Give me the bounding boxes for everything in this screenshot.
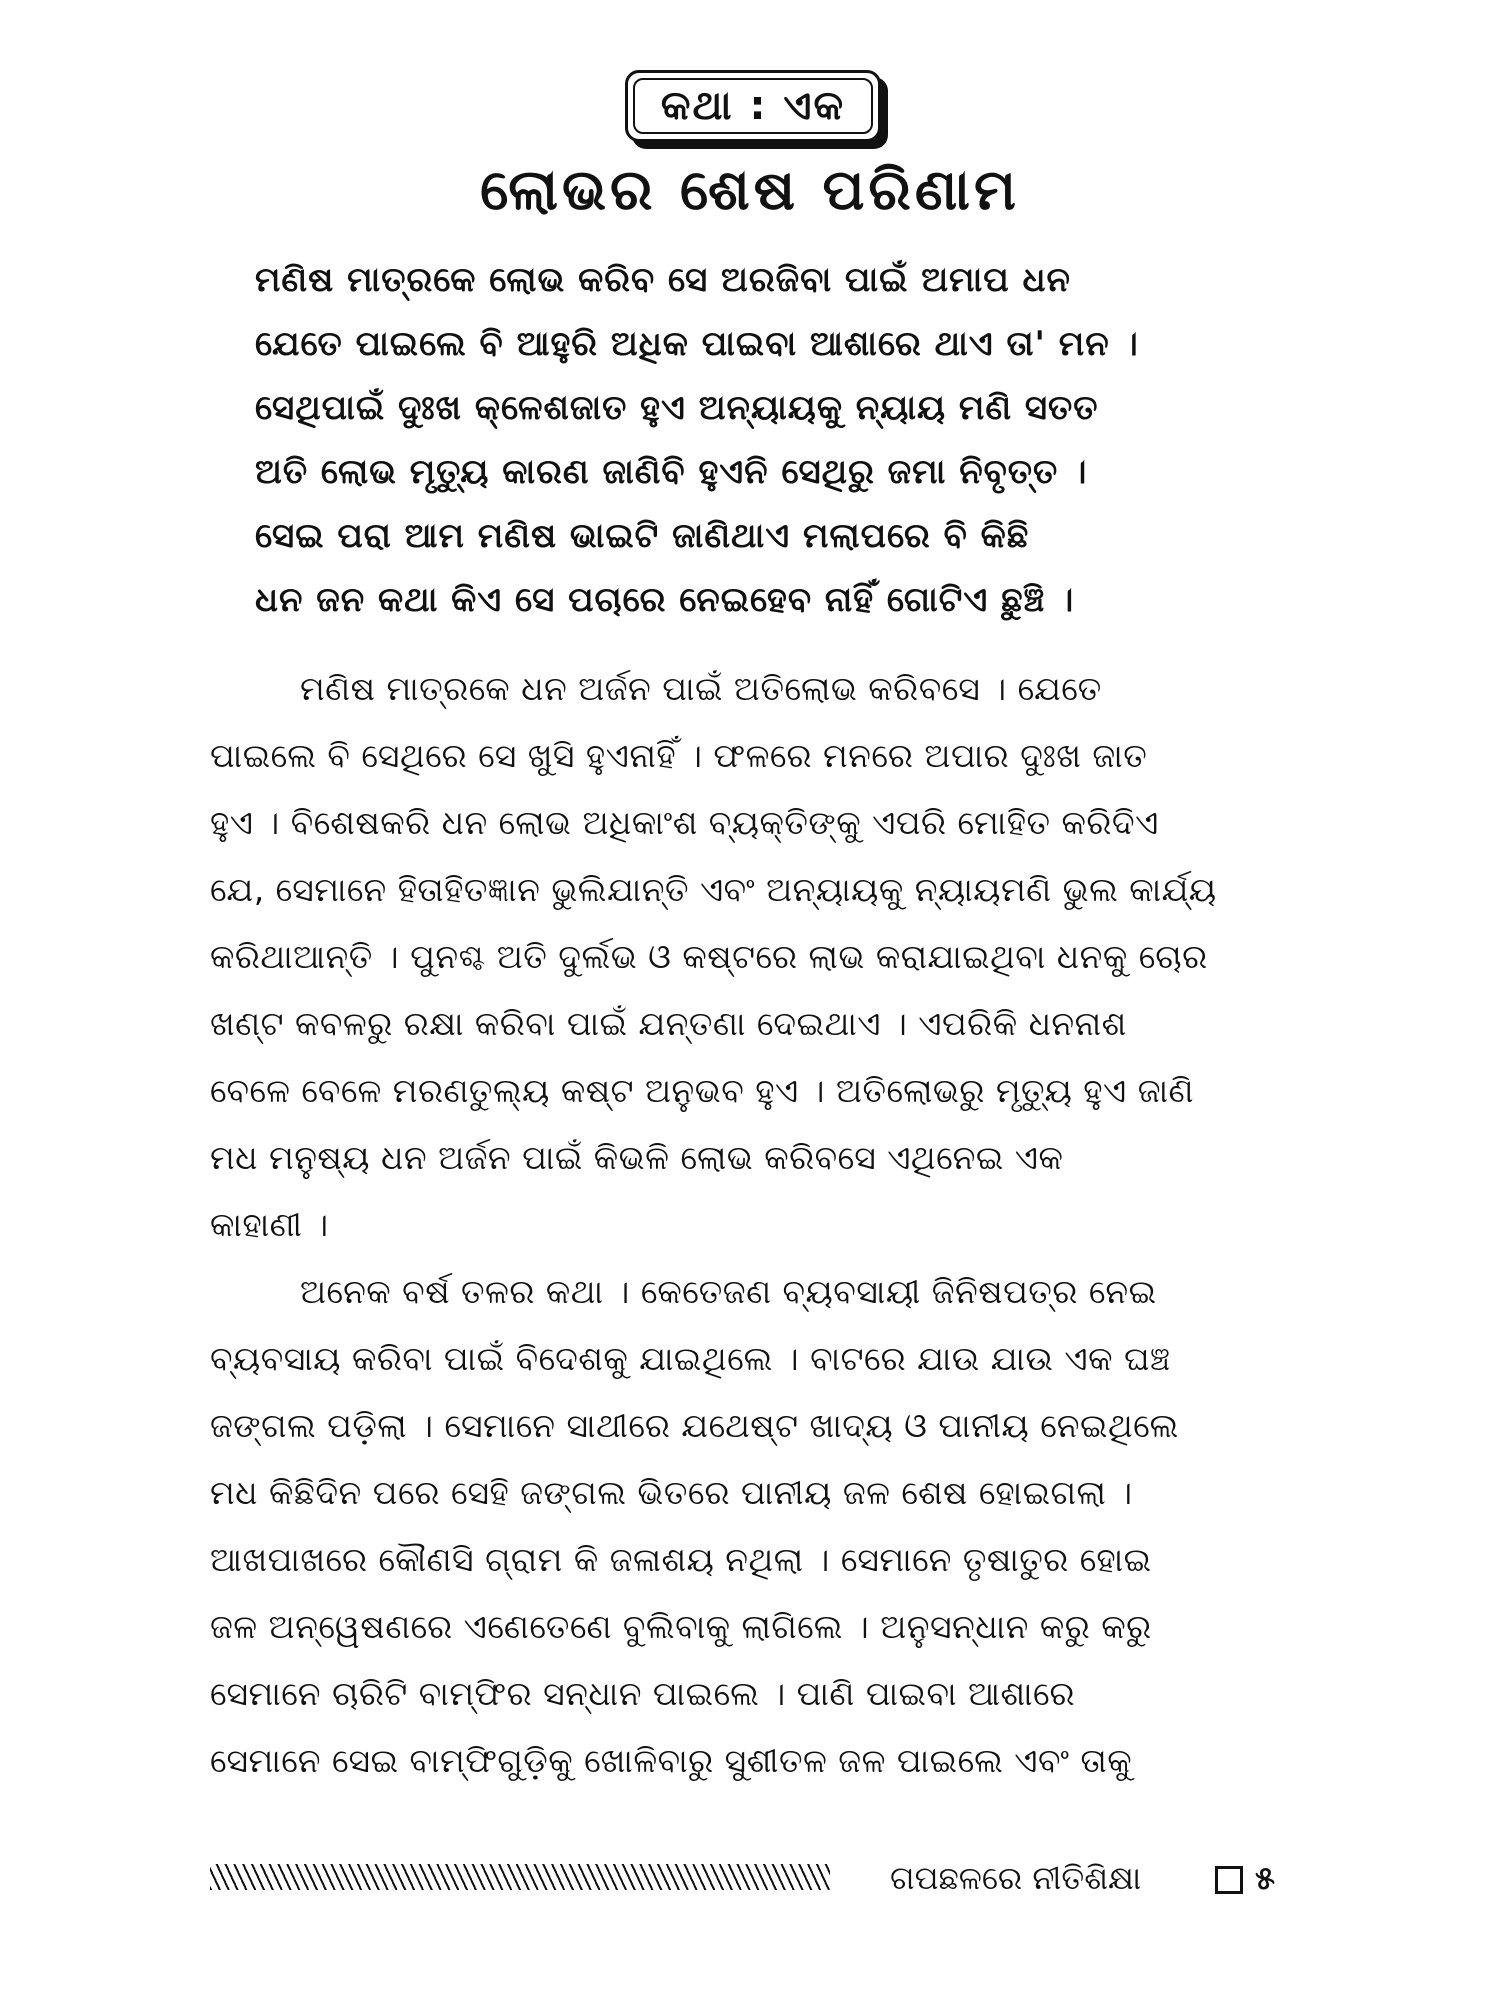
paragraph-line: ଖଣ୍ଟ କବଳରୁ ରକ୍ଷା କରିବା ପାଇଁ ଯନ୍ତଣା ଦେଇଥାଏ । ଏପରିକି ଧନନାଶ	[210, 1004, 1127, 1043]
paragraph-line: ଯେ, ସେମାନେ ହିତାହିତଜ୍ଞାନ ଭୁଲିଯାନ୍ତି ଏବଂ ଅନ୍ୟାୟକୁ ନ୍ୟାୟମଣି ଭୁଲ କାର୍ଯ୍ୟ	[210, 870, 1217, 909]
paragraph-1	[210, 655, 1290, 1258]
page-number: ୫	[1255, 1859, 1275, 1897]
paragraph-line: ମଧ କିଛିଦିନ ପରେ ସେହି ଜଙ୍ଗଲ ଭିତରେ ପାନୀୟ ଜଳ ଶେଷ ହୋଇଗଲା ।	[210, 1473, 1133, 1512]
page-footer	[210, 1856, 1290, 1900]
paragraph-line: କରିଥାଆନ୍ତି । ପୁନଶ୍ଚ ଅତି ଦୁର୍ଲଭ ଓ କଷ୍ଟରେ ଲାଭ କରାଯାଇଥିବା ଧନକୁ ଚୋର	[210, 937, 1208, 976]
poem-line: ସେଥିପାଇଁ ଦୁଃଖ କ୍ଳେଶଜାତ ହୁଏ ଅନ୍ୟାୟକୁ ନ୍ୟାୟ ମଣି ସତତ	[255, 388, 1099, 428]
poem-line: ମଣିଷ ମାତ୍ରକେ ଲୋଭ କରିବ ସେ ଅରଜିବା ପାଇଁ ଅମାପ ଧନ	[255, 260, 1071, 300]
paragraph-line: ଜଳ ଅନ୍ୱେଷଣରେ ଏଣେତେଣେ ବୁଲିବାକୁ ଲାଗିଲେ । ଅନୁସନ୍ଧାନ କରୁ କରୁ	[210, 1607, 1152, 1646]
poem-line: ସେଇ ପରା ଆମ ମଣିଷ ଭାଇଟି ଜାଣିଥାଏ ମଲାପରେ ବି କିଛି	[255, 516, 1030, 556]
footer-book-title: ଗପଛଳରେ ନୀତିଶିକ୍ଷା	[890, 1859, 1142, 1897]
paragraph-2	[210, 1258, 1290, 1794]
story-title: ଲୋଭର ଶେଷ ପରିଣାମ	[480, 158, 1020, 223]
chapter-label: କଥା : ଏକ	[660, 83, 846, 129]
poem-line: ଅତି ଲୋଭ ମୃତ୍ୟୁ କାରଣ ଜାଣିବି ହୁଏନି ସେଥିରୁ ଜମା ନିବୃତ୍ତ ।	[255, 452, 1088, 492]
paragraph-line: ପାଇଲେ ବି ସେଥିରେ ସେ ଖୁସି ହୁଏନାହିଁ । ଫଳରେ ମନରେ ଅପାର ଦୁଃଖ ଜାତ	[210, 736, 1148, 775]
paragraph-line: ହୁଏ । ବିଶେଷକରି ଧନ ଲୋଭ ଅଧିକାଂଶ ବ୍ୟକ୍ତିଙ୍କୁ ଏପରି ମୋହିତ କରିଦିଏ	[210, 803, 1159, 842]
poem-line: ଯେତେ ପାଇଲେ ବି ଆହୁରି ଅଧିକ ପାଇବା ଆଶାରେ ଥାଏ ତା' ମନ ।	[255, 324, 1139, 364]
poem-line: ଧନ ଜନ କଥା କିଏ ସେ ପଚାରେ ନେଇହେବ ନାହିଁ ଗୋଟିଏ ଛୁଞ୍ଚି ।	[255, 580, 1075, 620]
paragraph-line: ଅନେକ ବର୍ଷ ତଳର କଥା । କେତେଜଣ ବ୍ୟବସାୟୀ ଜିନିଷପତ୍ର ନେଇ	[300, 1272, 1157, 1311]
paragraph-line: ବେଳେ ବେଳେ ମରଣତୁଲ୍ୟ କଷ୍ଟ ଅନୁଭବ ହୁଏ । ଅତିଲୋଭରୁ ମୃତ୍ୟୁ ହୁଏ ଜାଣି	[210, 1071, 1194, 1110]
paragraph-line: ଆଖପାଖରେ କୌଣସି ଗ୍ରାମ କି ଜଳାଶୟ ନଥିଲା । ସେମାନେ ତୃଷାତୁର ହୋଇ	[210, 1540, 1152, 1579]
paragraph-line: ସେମାନେ ଚାରିଟି ବାମ୍ଫିର ସନ୍ଧାନ ପାଇଲେ । ପାଣି ପାଇବା ଆଶାରେ	[210, 1674, 1076, 1713]
footer-hatch-divider	[210, 1864, 830, 1890]
paragraph-line: ସେମାନେ ସେଇ ବାମ୍ଫିଗୁଡ଼ିକୁ ଖୋଳିବାରୁ ସୁଶୀତଳ ଜଳ ପାଇଲେ ଏବଂ ତାକୁ	[210, 1741, 1133, 1780]
paragraph-line: ମଣିଷ ମାତ୍ରକେ ଧନ ଅର୍ଜନ ପାଇଁ ଅତିଲୋଭ କରିବସେ । ଯେତେ	[300, 669, 1102, 708]
square-bullet-icon	[1215, 1866, 1243, 1894]
paragraph-line: ମଧ ମନୁଷ୍ୟ ଧନ ଅର୍ଜନ ପାଇଁ କିଭଳି ଲୋଭ କରିବସେ ଏଥିନେଇ ଏକ	[210, 1138, 1064, 1177]
chapter-label-box	[625, 70, 881, 142]
paragraph-line: କାହାଣୀ ।	[210, 1205, 329, 1244]
paragraph-line: ଜଙ୍ଗଲ ପଡ଼ିଲା । ସେମାନେ ସାଥୀରେ ଯଥେଷ୍ଟ ଖାଦ୍ୟ ଓ ପାନୀୟ ନେଇଥିଲେ	[210, 1406, 1179, 1445]
paragraph-line: ବ୍ୟବସାୟ କରିବା ପାଇଁ ବିଦେଶକୁ ଯାଇଥିଲେ । ବାଟରେ ଯାଉ ଯାଉ ଏକ ଘଞ୍ଚ	[210, 1339, 1171, 1378]
poem	[255, 248, 1275, 632]
